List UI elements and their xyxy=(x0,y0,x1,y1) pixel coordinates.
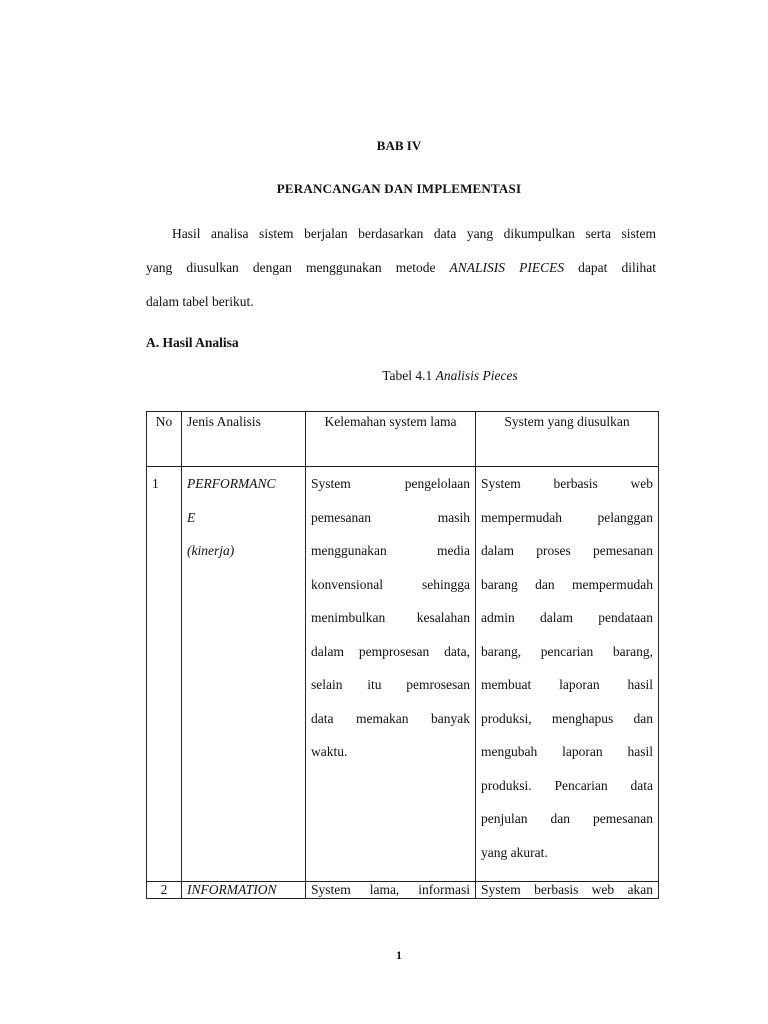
row1-kelemahan-line: data memakan banyak xyxy=(311,710,470,726)
table-caption xyxy=(340,368,560,384)
page-number: 1 xyxy=(396,948,402,962)
row2-kelemahan: System lama, informasi xyxy=(306,882,476,899)
table-row xyxy=(147,467,659,882)
table-header-row xyxy=(147,412,659,467)
header-kelemahan: Kelemahan system lama xyxy=(306,412,476,467)
row1-kelemahan xyxy=(306,467,476,882)
row1-usulan-line: penjulan dan pemesanan xyxy=(481,811,653,826)
row1-jenis-line: (kinerja) xyxy=(187,543,235,558)
row1-usulan-line: produksi. Pencarian data xyxy=(481,777,653,793)
table-row xyxy=(147,882,659,899)
row1-usulan-line: membuat laporan hasil xyxy=(481,677,653,692)
intro-line-2 xyxy=(146,251,656,285)
row1-kelemahan-line: selain itu pemrosesan xyxy=(311,677,470,692)
row1-kelemahan-line: waktu. xyxy=(311,744,348,759)
row1-usulan-line: mengubah laporan hasil xyxy=(481,744,653,759)
intro-line-1: Hasil analisa sistem berjalan berdasarkan data yang dikumpulkan serta sistem xyxy=(172,226,656,241)
row1-kelemahan-line: dalam pemprosesan data, xyxy=(311,643,470,659)
row1-usulan-line: System berbasis web xyxy=(481,476,653,491)
row1-usulan-line: barang, pencarian barang, xyxy=(481,643,653,659)
intro-line-2-a: yang diusulkan dengan menggunakan metode xyxy=(146,260,450,275)
row1-usulan-line: admin dalam pendataan xyxy=(481,610,653,625)
row1-kelemahan-line: konvensional sehingga xyxy=(311,576,470,592)
row2-jenis: INFORMATION xyxy=(182,882,306,899)
row1-usulan-line: mempermudah pelanggan xyxy=(481,509,653,525)
row1-usulan-line: dalam proses pemesanan xyxy=(481,543,653,558)
header-no: No xyxy=(147,412,182,467)
row1-usulan xyxy=(476,467,659,882)
chapter-title: PERANCANGAN DAN IMPLEMENTASI xyxy=(276,181,522,196)
row1-usulan-line: barang dan mempermudah xyxy=(481,576,653,592)
header-jenis: Jenis Analisis xyxy=(182,412,306,467)
header-usulan: System yang diusulkan xyxy=(476,412,659,467)
row1-usulan-line: yang akurat. xyxy=(481,844,548,860)
intro-line-2-c: dapat dilihat xyxy=(564,260,656,275)
row1-kelemahan-line: menggunakan media xyxy=(311,543,470,558)
table-caption-title: Analisis Pieces xyxy=(435,368,518,383)
row1-jenis xyxy=(182,467,306,882)
row1-kelemahan-line: System pengelolaan xyxy=(311,476,470,491)
row2-no: 2 xyxy=(147,882,182,899)
row1-jenis-line: E xyxy=(187,509,196,525)
method-name: ANALISIS PIECES xyxy=(449,260,565,275)
intro-paragraph xyxy=(146,217,656,319)
row1-kelemahan-line: menimbulkan kesalahan xyxy=(311,610,470,625)
row2-usulan: System berbasis web akan xyxy=(476,882,659,899)
table-caption-prefix: Tabel 4.1 xyxy=(382,368,436,383)
analysis-table xyxy=(146,411,659,899)
section-heading: A. Hasil Analisa xyxy=(146,335,239,350)
row1-kelemahan-line: pemesanan masih xyxy=(311,509,470,525)
intro-line-3: dalam tabel berikut. xyxy=(146,294,254,309)
chapter-heading: BAB IV xyxy=(376,138,422,153)
row1-no xyxy=(147,467,182,882)
row1-usulan-line: produksi, menghapus dan xyxy=(481,710,653,726)
row1-jenis-line: PERFORMANC xyxy=(187,476,276,491)
row1-no-text: 1 xyxy=(152,476,159,491)
